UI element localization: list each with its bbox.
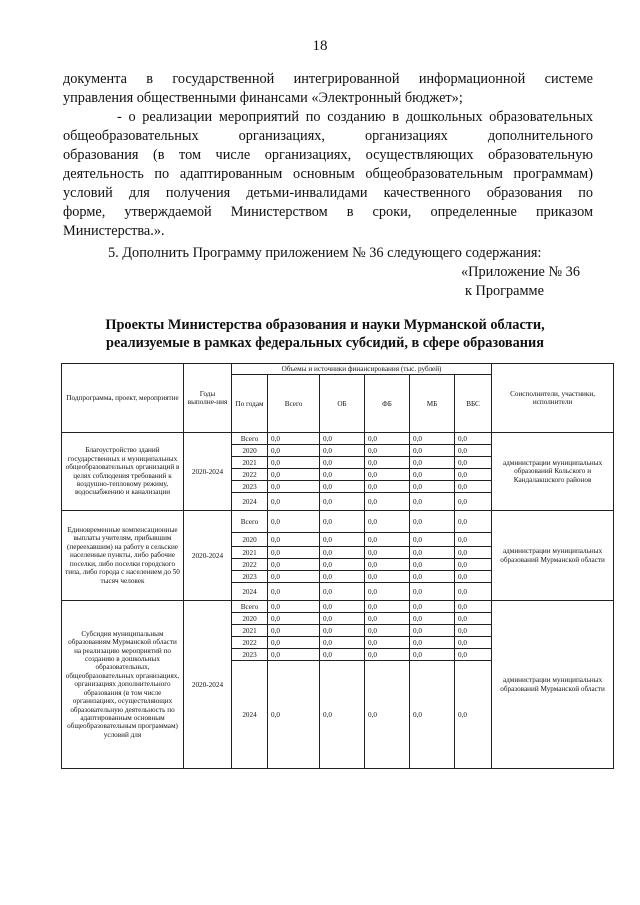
cell-year-label: 2022: [232, 559, 268, 571]
cell-year-label: Всего: [232, 433, 268, 445]
cell-value-mb: 0,0: [410, 481, 455, 493]
cell-value-total: 0,0: [268, 559, 320, 571]
cell-value-mb: 0,0: [410, 583, 455, 601]
cell-value-vbs: 0,0: [455, 559, 492, 571]
title-line-1: Проекты Министерства образования и науки Мурманской области,: [105, 317, 545, 333]
table-row: [62, 433, 614, 445]
cell-value-mb: 0,0: [410, 625, 455, 637]
cell-value-fb: 0,0: [365, 481, 410, 493]
cell-value-total: 0,0: [268, 533, 320, 547]
cell-value-total: 0,0: [268, 601, 320, 613]
cell-value-mb: 0,0: [410, 601, 455, 613]
cell-value-total: 0,0: [268, 493, 320, 511]
table-row: [62, 601, 614, 613]
cell-value-mb: 0,0: [410, 433, 455, 445]
text-line: условий для получения детьми-инвалидами качественного образования по: [63, 185, 593, 201]
cell-value-fb: 0,0: [365, 637, 410, 649]
cell-value-mb: 0,0: [410, 661, 455, 769]
cell-value-fb: 0,0: [365, 511, 410, 533]
cell-value-total: 0,0: [268, 481, 320, 493]
cell-year-label: 2021: [232, 547, 268, 559]
page-number: 18: [312, 38, 328, 54]
cell-value-vbs: 0,0: [455, 481, 492, 493]
cell-years: 2020-2024: [184, 433, 232, 511]
header-mb: МБ: [410, 375, 455, 433]
cell-value-mb: 0,0: [410, 571, 455, 583]
cell-value-ob: 0,0: [320, 661, 365, 769]
cell-year-label: 2020: [232, 613, 268, 625]
cell-value-mb: 0,0: [410, 559, 455, 571]
header-funding-group: Объемы и источники финансирования (тыс. рублей): [232, 364, 492, 375]
appendix-line-2: к Программе: [465, 283, 544, 299]
cell-value-fb: 0,0: [365, 661, 410, 769]
cell-value-mb: 0,0: [410, 493, 455, 511]
text-line: образования (в том числе организациях, осуществляющих образовательную: [63, 147, 593, 163]
cell-value-ob: 0,0: [320, 559, 365, 571]
paragraph-3: 5. Дополнить Программу приложением № 36 следующего содержания:: [108, 245, 542, 261]
cell-value-total: 0,0: [268, 469, 320, 481]
cell-value-vbs: 0,0: [455, 625, 492, 637]
cell-value-vbs: 0,0: [455, 649, 492, 661]
cell-value-ob: 0,0: [320, 583, 365, 601]
funding-table: [61, 363, 614, 769]
cell-value-mb: 0,0: [410, 457, 455, 469]
cell-value-fb: 0,0: [365, 649, 410, 661]
cell-value-total: 0,0: [268, 583, 320, 601]
header-program: Подпрограмма, проект, мероприятие: [62, 364, 184, 433]
cell-year-label: 2024: [232, 583, 268, 601]
cell-value-ob: 0,0: [320, 533, 365, 547]
cell-value-ob: 0,0: [320, 649, 365, 661]
cell-value-mb: 0,0: [410, 469, 455, 481]
cell-value-vbs: 0,0: [455, 511, 492, 533]
header-years: Годы выполне-ния: [184, 364, 232, 433]
cell-year-label: 2024: [232, 493, 268, 511]
cell-value-vbs: 0,0: [455, 469, 492, 481]
cell-year-label: 2021: [232, 457, 268, 469]
cell-year-label: 2023: [232, 571, 268, 583]
header-ob: ОБ: [320, 375, 365, 433]
cell-year-label: 2023: [232, 481, 268, 493]
title-line-2: реализуемые в рамках федеральных субсидий, в сфере образования: [106, 335, 544, 351]
cell-value-vbs: 0,0: [455, 457, 492, 469]
cell-value-vbs: 0,0: [455, 571, 492, 583]
cell-year-label: 2020: [232, 533, 268, 547]
cell-value-mb: 0,0: [410, 547, 455, 559]
cell-value-ob: 0,0: [320, 547, 365, 559]
cell-project-name: Субсидия муниципальным образованиям Мурманской области на реализацию мероприятий по созданию в дошкольных образовательных, общеобразовательных организациях, организациях дополнительного образования (в том числе организациях, осуществляющих образовательную деятельность по адаптированным основным общеобразовательным программам) условий для: [62, 601, 184, 769]
cell-value-total: 0,0: [268, 625, 320, 637]
cell-value-fb: 0,0: [365, 601, 410, 613]
cell-value-fb: 0,0: [365, 571, 410, 583]
cell-year-label: 2022: [232, 469, 268, 481]
appendix-label: [461, 263, 580, 301]
cell-value-total: 0,0: [268, 637, 320, 649]
cell-value-mb: 0,0: [410, 445, 455, 457]
cell-value-ob: 0,0: [320, 469, 365, 481]
cell-value-fb: 0,0: [365, 533, 410, 547]
cell-executors: администрации муниципальных образований Мурманской области: [492, 511, 614, 601]
cell-year-label: 2021: [232, 625, 268, 637]
cell-value-vbs: 0,0: [455, 661, 492, 769]
cell-value-total: 0,0: [268, 445, 320, 457]
cell-project-name: Единовременные компенсационные выплаты учителям, прибывшим (переехавшим) на работу в сельские населенные пункты, либо рабочие поселки, либо поселки городского типа, либо города с населением до 50 тысяч человек: [62, 511, 184, 601]
cell-value-vbs: 0,0: [455, 445, 492, 457]
cell-value-fb: 0,0: [365, 457, 410, 469]
cell-year-label: 2022: [232, 637, 268, 649]
text-line: документа в государственной интегрированной информационной системе: [63, 71, 593, 87]
cell-value-ob: 0,0: [320, 601, 365, 613]
cell-value-vbs: 0,0: [455, 533, 492, 547]
appendix-line-1: «Приложение № 36: [461, 264, 580, 280]
cell-value-vbs: 0,0: [455, 547, 492, 559]
cell-value-fb: 0,0: [365, 547, 410, 559]
cell-value-ob: 0,0: [320, 481, 365, 493]
cell-executors: администрации муниципальных образований Кольского и Кандалакшского районов: [492, 433, 614, 511]
paragraph-1: [63, 70, 593, 108]
text-line: управления общественными финансами «Электронный бюджет»;: [63, 90, 463, 106]
header-fb: ФБ: [365, 375, 410, 433]
cell-value-total: 0,0: [268, 571, 320, 583]
cell-value-ob: 0,0: [320, 637, 365, 649]
cell-value-ob: 0,0: [320, 625, 365, 637]
cell-value-total: 0,0: [268, 613, 320, 625]
cell-value-ob: 0,0: [320, 613, 365, 625]
header-by-years: По годам: [232, 375, 268, 433]
cell-value-vbs: 0,0: [455, 613, 492, 625]
header-executors: Соисполнители, участники, исполнители: [492, 364, 614, 433]
cell-value-ob: 0,0: [320, 511, 365, 533]
cell-value-mb: 0,0: [410, 613, 455, 625]
cell-value-fb: 0,0: [365, 625, 410, 637]
cell-executors: администрации муниципальных образований Мурманской области: [492, 601, 614, 769]
cell-value-fb: 0,0: [365, 469, 410, 481]
cell-years: 2020-2024: [184, 511, 232, 601]
cell-value-fb: 0,0: [365, 583, 410, 601]
cell-value-fb: 0,0: [365, 613, 410, 625]
cell-value-total: 0,0: [268, 511, 320, 533]
cell-value-total: 0,0: [268, 433, 320, 445]
cell-value-ob: 0,0: [320, 457, 365, 469]
cell-value-ob: 0,0: [320, 445, 365, 457]
text-line: - о реализации мероприятий по созданию в дошкольных образовательных: [117, 109, 593, 125]
cell-value-total: 0,0: [268, 457, 320, 469]
cell-value-ob: 0,0: [320, 571, 365, 583]
cell-value-total: 0,0: [268, 649, 320, 661]
cell-value-mb: 0,0: [410, 649, 455, 661]
cell-value-fb: 0,0: [365, 559, 410, 571]
cell-year-label: 2020: [232, 445, 268, 457]
cell-value-vbs: 0,0: [455, 433, 492, 445]
cell-value-total: 0,0: [268, 547, 320, 559]
cell-year-label: 2023: [232, 649, 268, 661]
cell-years: 2020-2024: [184, 601, 232, 769]
cell-project-name: Благоустройство зданий государственных и муниципальных общеобразовательных организаций в целях соблюдения требований к воздушно-тепловому режиму, водоснабжению и канализации: [62, 433, 184, 511]
cell-value-ob: 0,0: [320, 493, 365, 511]
cell-value-total: 0,0: [268, 661, 320, 769]
cell-value-ob: 0,0: [320, 433, 365, 445]
cell-year-label: Всего: [232, 601, 268, 613]
cell-value-fb: 0,0: [365, 493, 410, 511]
text-line: Министерства.».: [63, 223, 165, 239]
text-line: общеобразовательных организациях, организациях дополнительного: [63, 128, 593, 144]
page-title: [80, 316, 570, 352]
header-total: Всего: [268, 375, 320, 433]
cell-value-mb: 0,0: [410, 533, 455, 547]
cell-value-vbs: 0,0: [455, 493, 492, 511]
text-line: форме, утверждаемой Министерством в сроки, определенные приказом: [63, 204, 593, 220]
cell-year-label: Всего: [232, 511, 268, 533]
cell-value-mb: 0,0: [410, 637, 455, 649]
header-vbs: ВБС: [455, 375, 492, 433]
cell-value-vbs: 0,0: [455, 583, 492, 601]
text-line: деятельность по адаптированным основным общеобразовательным программам): [63, 166, 593, 182]
cell-value-mb: 0,0: [410, 511, 455, 533]
cell-year-label: 2024: [232, 661, 268, 769]
table-row: [62, 511, 614, 533]
cell-value-vbs: 0,0: [455, 637, 492, 649]
cell-value-fb: 0,0: [365, 445, 410, 457]
cell-value-fb: 0,0: [365, 433, 410, 445]
paragraph-2: [63, 108, 593, 241]
cell-value-vbs: 0,0: [455, 601, 492, 613]
